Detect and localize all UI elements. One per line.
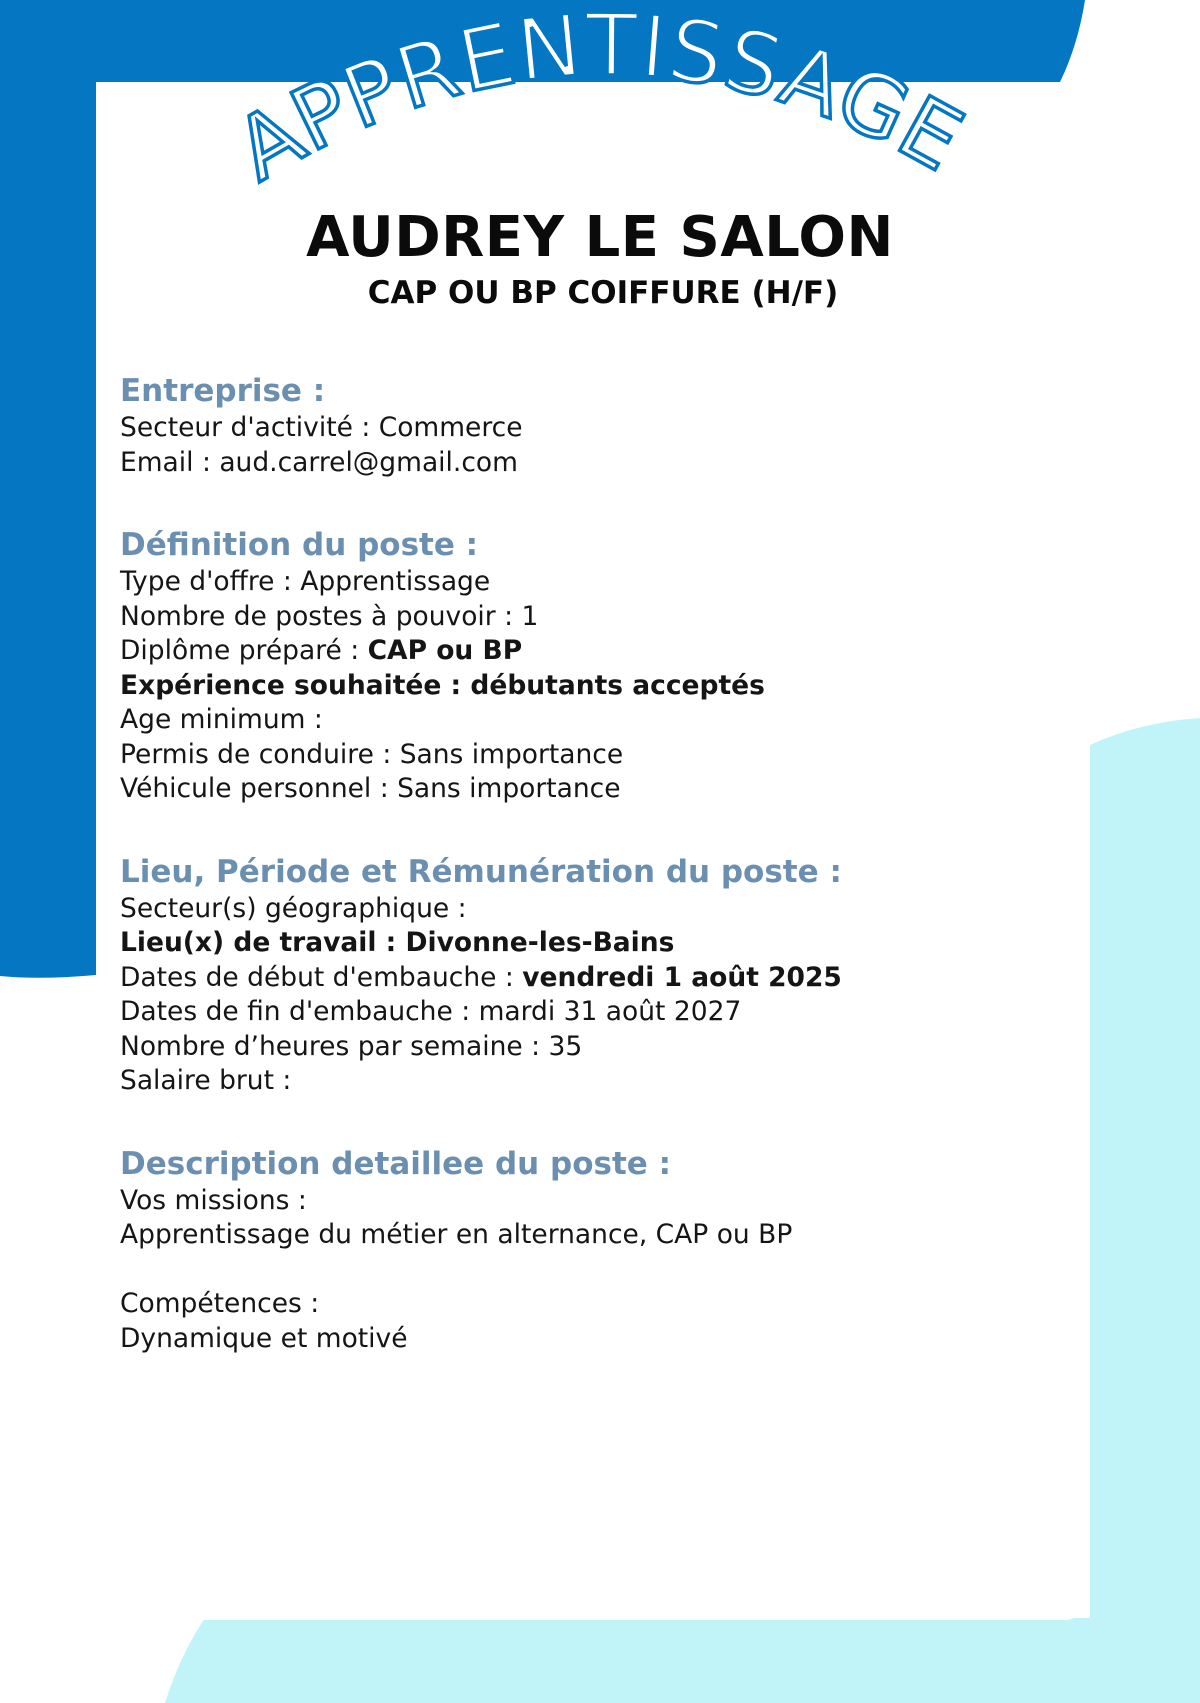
section-lieu xyxy=(120,852,1080,1099)
age-minimum: Age minimum : xyxy=(120,704,323,735)
section-title-definition: Définition du poste : xyxy=(120,527,479,563)
heures-semaine xyxy=(120,1030,1080,1065)
type-label: Type d'offre : xyxy=(120,566,301,597)
spacer xyxy=(120,1253,1080,1288)
competences-value: Dynamique et motivé xyxy=(120,1322,408,1354)
vehicule-label: Véhicule personnel : xyxy=(120,773,398,804)
missions-value: Apprentissage du métier en alternance, CAP ou BP xyxy=(120,1219,793,1250)
postes-label: Nombre de postes à pouvoir : xyxy=(120,600,522,632)
section-title-lieu: Lieu, Période et Rémunération du poste : xyxy=(120,853,842,890)
lieu-travail: Lieu(x) de travail : Divonne-les-Bains xyxy=(120,927,675,958)
email-line xyxy=(120,446,1080,481)
postes-value: 1 xyxy=(521,600,539,632)
salaire-brut: Salaire brut : xyxy=(120,1065,292,1096)
secteur-label: Secteur d'activité : xyxy=(120,412,379,443)
diplome-prepare xyxy=(120,634,1080,669)
diplome-label: Diplôme préparé : xyxy=(120,635,368,666)
debut-label: Dates de début d'embauche : xyxy=(120,961,523,993)
permis-conduire xyxy=(120,738,1080,773)
job-title: CAP OU BP COIFFURE (H/F) xyxy=(367,275,839,311)
offer-details xyxy=(120,371,1080,1401)
email-value[interactable]: aud.carrel@gmail.com xyxy=(219,446,518,478)
permis-value: Sans importance xyxy=(399,738,624,770)
date-debut xyxy=(120,961,1080,996)
section-title-entreprise: Entreprise : xyxy=(120,373,326,409)
type-offre xyxy=(120,565,1080,600)
missions-label: Vos missions : xyxy=(120,1184,307,1216)
section-description xyxy=(120,1144,1080,1357)
competences-label: Compétences : xyxy=(120,1288,320,1319)
secteur-value: Commerce xyxy=(378,412,523,443)
section-entreprise xyxy=(120,371,1080,480)
email-label: Email : xyxy=(120,446,220,478)
company-name: AUDREY LE SALON xyxy=(306,205,894,270)
heures-label: Nombre d’heures par semaine : xyxy=(120,1030,549,1062)
type-value: Apprentissage xyxy=(300,566,491,597)
vehicule-value: Sans importance xyxy=(397,773,621,804)
fin-value: mardi 31 août 2027 xyxy=(478,996,742,1027)
permis-label: Permis de conduire : xyxy=(120,738,400,770)
section-title-description: Description detaillee du poste : xyxy=(120,1145,671,1182)
fin-label: Dates de fin d'embauche : xyxy=(120,996,479,1027)
debut-value: vendredi 1 août 2025 xyxy=(522,961,842,993)
vehicule-personnel xyxy=(120,772,1080,807)
banner-title-text: APPRENTISSAGE xyxy=(219,0,979,201)
diplome-value: CAP ou BP xyxy=(367,635,523,666)
heures-value: 35 xyxy=(548,1030,583,1062)
experience-souhaitee: Expérience souhaitée : débutants acceptés xyxy=(120,669,765,701)
section-definition xyxy=(120,525,1080,807)
secteur-geographique: Secteur(s) géographique : xyxy=(120,892,467,924)
date-fin xyxy=(120,995,1080,1030)
nombre-postes xyxy=(120,600,1080,635)
secteur-activite xyxy=(120,411,1080,446)
